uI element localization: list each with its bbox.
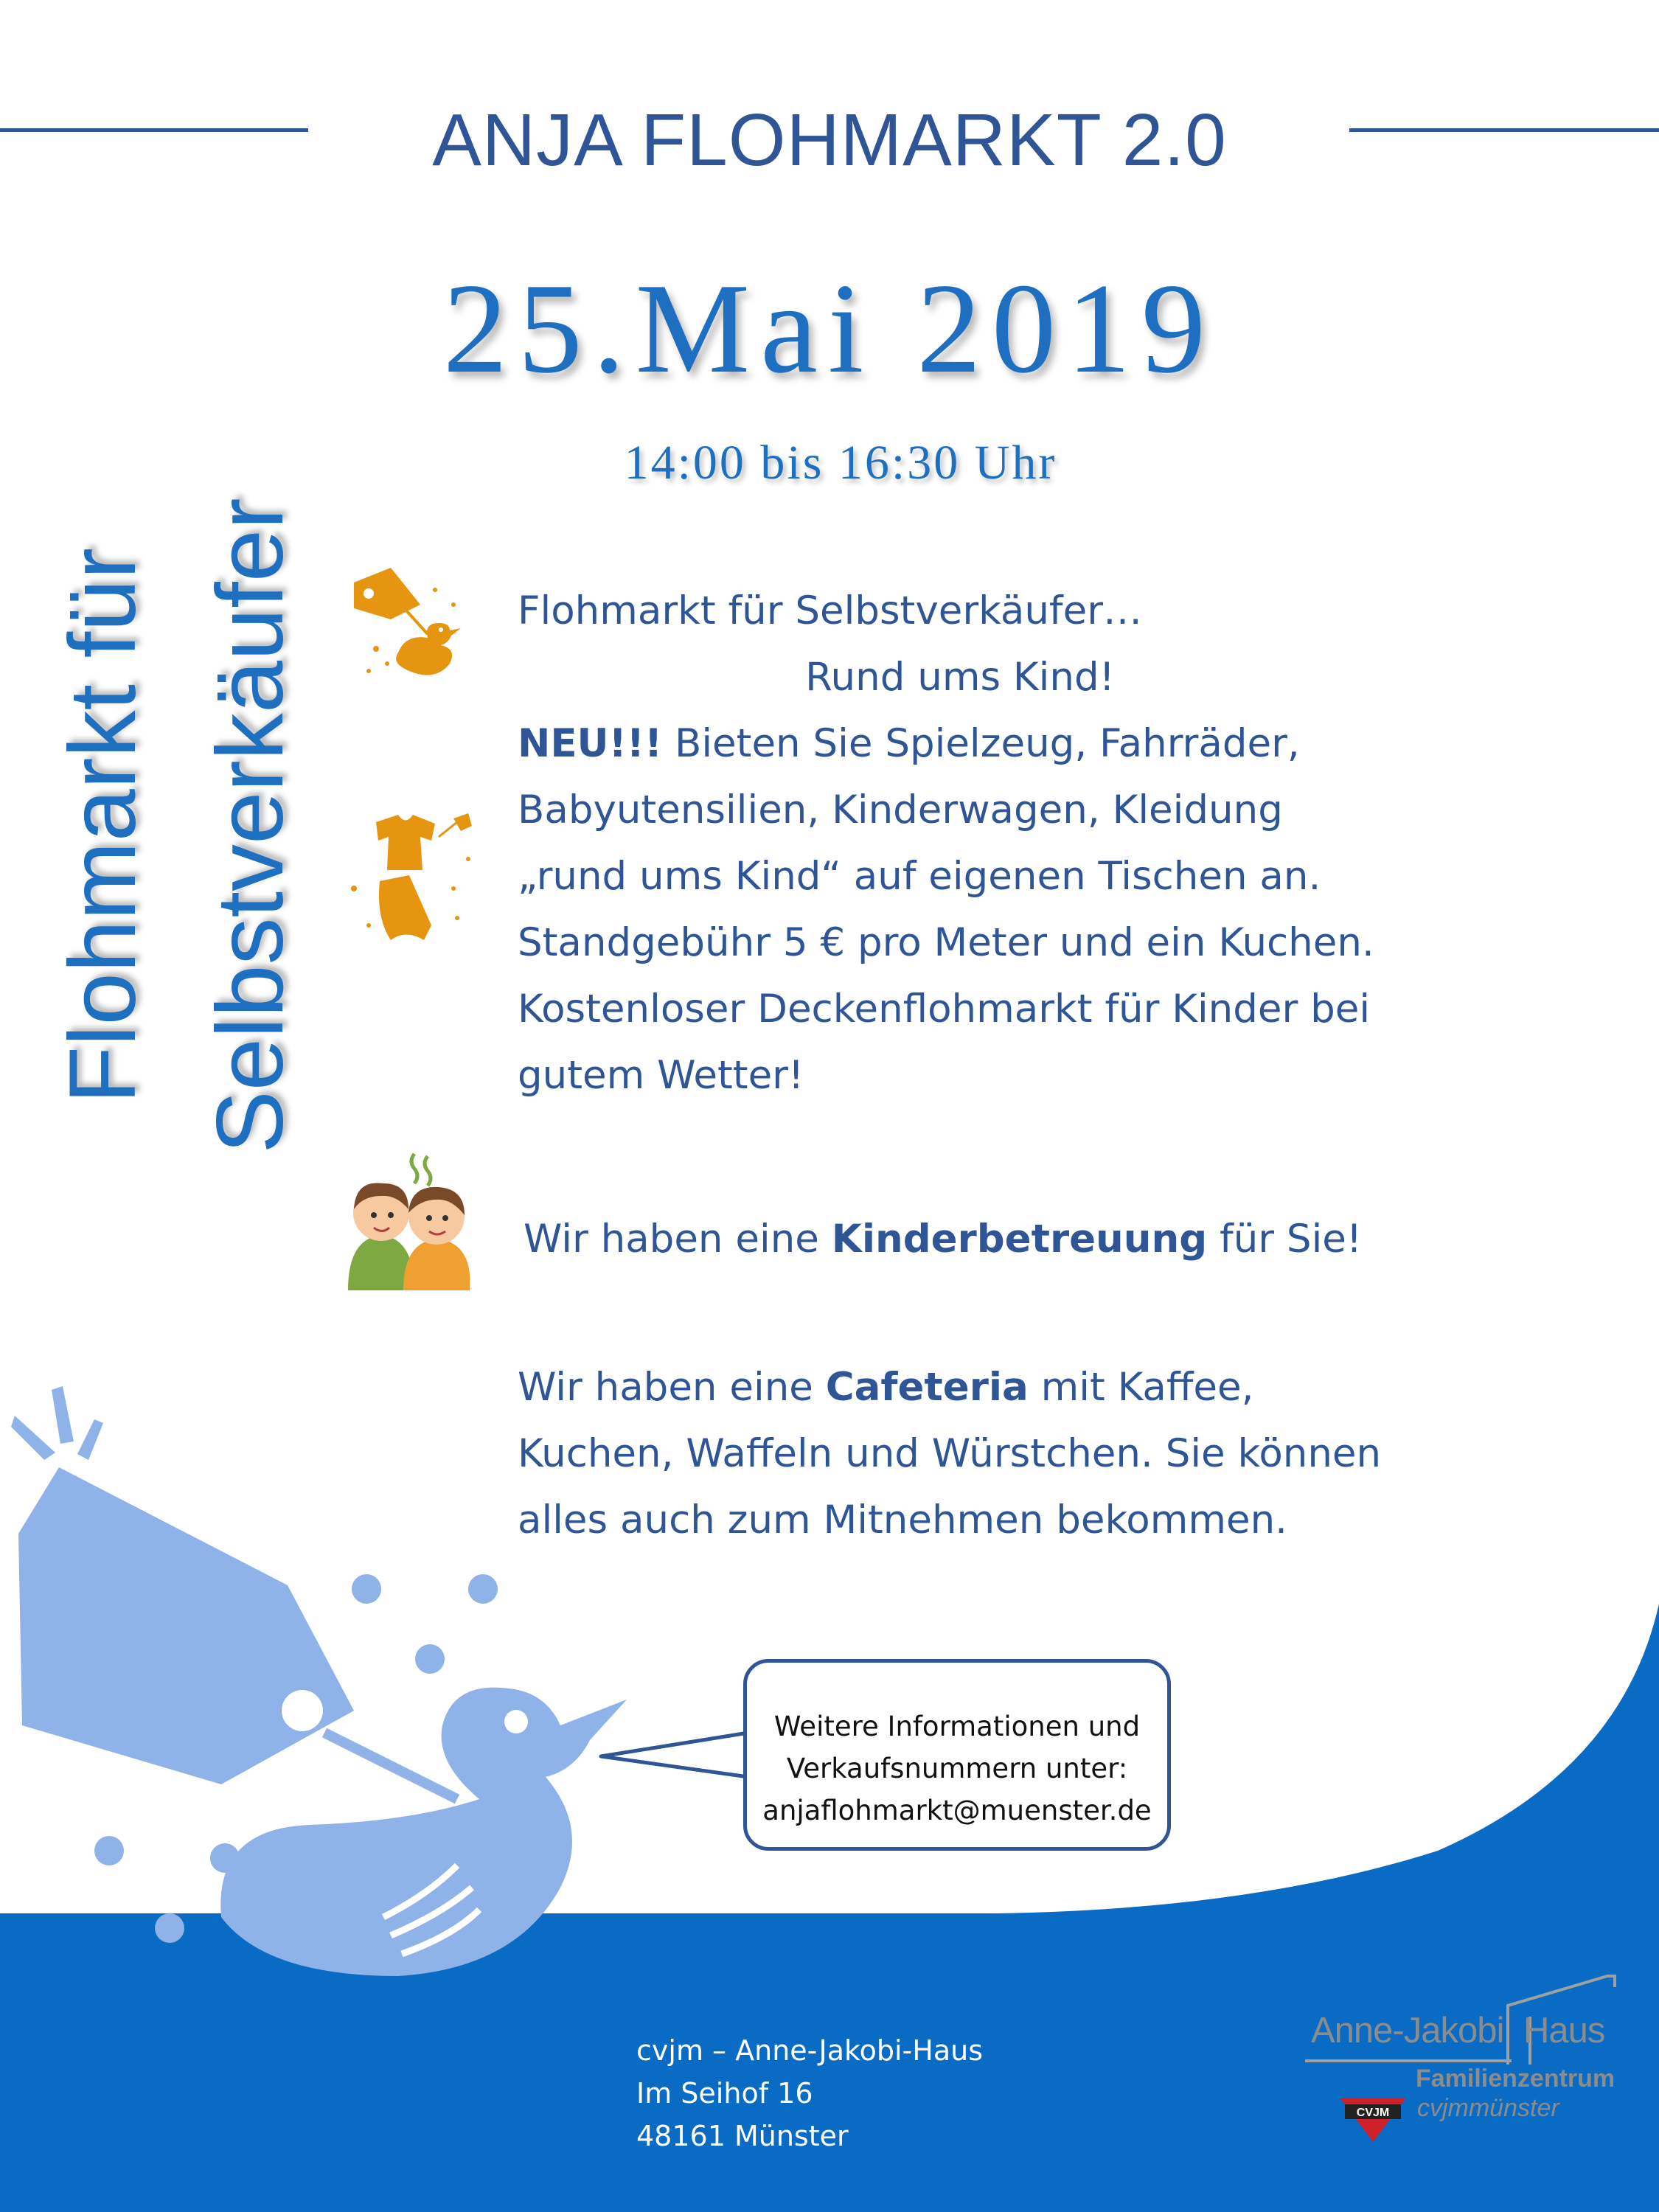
cafeteria-line2: Kuchen, Waffeln und Würstchen. Sie können bbox=[518, 1431, 1382, 1476]
intro-line3 bbox=[518, 711, 1550, 777]
childcare-text: Wir haben eine Kinderbetreuung für Sie! bbox=[524, 1217, 1363, 1262]
speech-bubble-tail bbox=[597, 1718, 759, 1806]
address-line3: 48161 Münster bbox=[636, 2120, 849, 2152]
side-title-line2: Selbstverkäufer bbox=[198, 498, 303, 1154]
logo-familienzentrum: Familienzentrum bbox=[1416, 2065, 1615, 2093]
intro-line8: gutem Wetter! bbox=[518, 1053, 804, 1098]
info-line1: Weitere Informationen und bbox=[773, 1711, 1141, 1742]
info-bubble bbox=[743, 1659, 1171, 1851]
event-time: 14:00 bis 16:30 Uhr bbox=[624, 436, 1057, 490]
info-line2: Verkaufsnummern unter: bbox=[786, 1753, 1128, 1784]
cvjm-badge-text: CVJM bbox=[1356, 2107, 1390, 2119]
side-title-line1: Flohmarkt für bbox=[50, 548, 156, 1104]
address-line1: cvjm – Anne-Jakobi-Haus bbox=[636, 2034, 984, 2067]
price-tag-duck-icon bbox=[347, 560, 465, 686]
cvjm-triangle-icon bbox=[1336, 2094, 1410, 2146]
intro-line6: Standgebühr 5 € pro Meter und ein Kuchen. bbox=[518, 920, 1374, 965]
side-title bbox=[29, 442, 324, 1209]
clothes-tag-icon bbox=[335, 807, 483, 947]
intro-text bbox=[518, 578, 1550, 1109]
cafeteria-line1: Wir haben eine Cafeteria mit Kaffee, bbox=[518, 1365, 1254, 1410]
intro-line7: Kostenloser Deckenflohmarkt für Kinder bei bbox=[518, 987, 1371, 1032]
cafeteria-bold: Cafeteria bbox=[825, 1365, 1029, 1410]
intro-line3-rest: Bieten Sie Spielzeug, Fahrräder, bbox=[662, 721, 1300, 766]
intro-line1: Flohmarkt für Selbstverkäufer… bbox=[518, 588, 1142, 633]
logo-main-text: Anne-Jakobi Haus bbox=[1311, 2011, 1605, 2051]
event-date: 25.Mai 2019 bbox=[442, 257, 1217, 400]
address-line2: Im Seihof 16 bbox=[636, 2077, 813, 2110]
duck-illustration bbox=[0, 1386, 664, 2020]
address-block bbox=[636, 2029, 983, 2157]
cafeteria-text bbox=[518, 1354, 1550, 1554]
page-title: ANJA FLOHMARKT 2.0 bbox=[432, 99, 1227, 181]
children-icon bbox=[341, 1150, 488, 1290]
childcare-bold: Kinderbetreuung bbox=[831, 1217, 1208, 1262]
info-email[interactable]: anjaflohmarkt@muenster.de bbox=[762, 1795, 1152, 1826]
cafeteria-line3: alles auch zum Mitnehmen bekommen. bbox=[518, 1498, 1288, 1543]
new-label: NEU!!! bbox=[518, 721, 663, 766]
bubble-seam bbox=[747, 1734, 757, 1773]
intro-line2: Rund ums Kind! bbox=[805, 655, 1115, 700]
intro-line5: „rund ums Kind“ auf eigenen Tischen an. bbox=[518, 854, 1321, 899]
intro-line4: Babyutensilien, Kinderwagen, Kleidung bbox=[518, 787, 1283, 832]
logo-cvjm-muenster: cvjmmünster bbox=[1417, 2094, 1559, 2122]
